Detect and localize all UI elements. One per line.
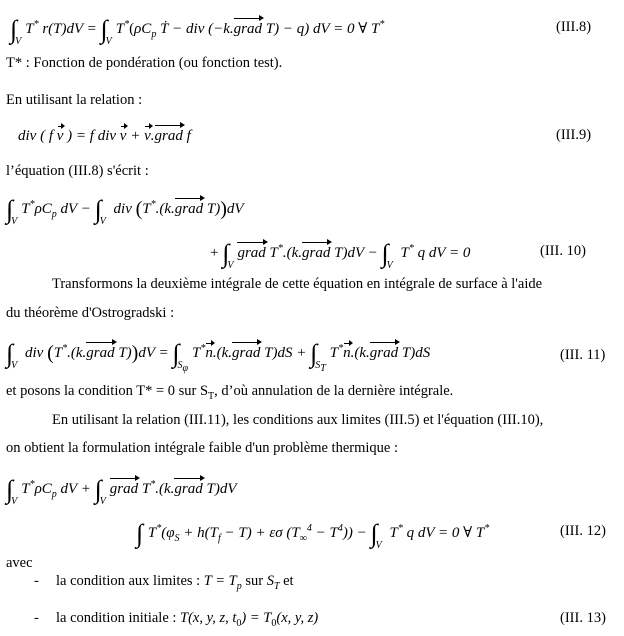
avec-label: avec (6, 555, 33, 571)
grad-operator: grad (155, 124, 183, 144)
equation-iii11: ∫V div (T*.(k.grad $T))dV = \int S_\varphi T^*n.(k.grad$ $T)dS + \int S_TT^*n.(k.grad$ T)dS (6, 339, 431, 374)
equation-iii9: div ( f v ) = f div v + v.grad f (18, 124, 191, 144)
integral-sign: ∫ (6, 195, 14, 224)
normal-vector: n (205, 342, 213, 361)
integral-sign: ∫ (310, 339, 318, 368)
grad-operator: grad (86, 341, 114, 361)
grad-operator: grad (302, 241, 330, 261)
equation-iii12-line1: $\int VT^*\rho C_p$ dV + ∫Vgrad T*.(k.grad T)dV (6, 475, 237, 507)
equation-intro: l’équation (III.8) s'écrit : (6, 163, 149, 179)
integral-sign: ∫ (370, 519, 378, 548)
integral-sign: ∫ (94, 195, 102, 224)
equation-number: (III. 13) (560, 610, 606, 626)
grad-operator: grad (110, 477, 138, 497)
bullet-dash: - (34, 573, 39, 589)
equation-number: (III.8) (556, 19, 592, 35)
vector-v: v (57, 125, 64, 144)
normal-vector: n (343, 342, 351, 361)
integral-sign: ∫ (10, 15, 18, 44)
bullet-dash: - (34, 610, 39, 626)
grad-operator: grad (232, 341, 260, 361)
relation-intro: En utilisant la relation : (6, 92, 143, 108)
equation-number: (III. 11) (560, 347, 606, 363)
equation-iii10-line1: $\int VT^*\rho C_p$ dV − ∫V div (T*.(k.grad T))dV (6, 195, 244, 227)
initial-condition: la condition initiale : T(x, y, z, $t_0) = T_0(x$, y, z) (56, 610, 319, 629)
paragraph-line: En utilisant la relation (III.11), les conditions aux limites (III.5) et l'équation (III.10), (52, 412, 544, 428)
integral-sign: ∫ (6, 475, 14, 504)
boundary-condition: la condition aux limites : $T = T_p$ sur $S_T$ et (56, 573, 294, 592)
grad-operator: grad (175, 197, 203, 217)
equation-iii8: ∫VT* $r(T)dV = \int VT^*(\rho C_p$ Ṫ − div (−k.grad T) − q) dV = 0 ∀ T* (10, 15, 385, 47)
integral-sign: ∫ (222, 239, 230, 268)
grad-operator: grad (370, 341, 398, 361)
tstar-definition: T* : Fonction de pondération (ou fonction test). (6, 55, 283, 71)
integral-sign: ∫ (172, 339, 180, 368)
integral-sign: ∫ (94, 475, 102, 504)
paragraph-line: du théorème d'Ostrogradski : (6, 305, 175, 321)
grad-operator: grad (234, 17, 262, 37)
equation-number: (III. 10) (540, 243, 586, 259)
posons-line: et posons la condition T* = 0 sur $S_T$, d’où annulation de la dernière intégrale. (6, 383, 454, 402)
grad-operator: grad (174, 477, 202, 497)
equation-iii12-line2: ∫ $T^*(\varphi_S + h(T_f - T) + \varepsilon\sigma$ $(T_\infty^4 - T^4)) - \int V$ T* q dV = 0 ∀ T* (136, 519, 490, 551)
integral-sign: ∫ (6, 339, 14, 368)
equation-number: (III.9) (556, 127, 592, 143)
integral-sign: ∫ (100, 15, 108, 44)
equation-iii10-line2: + ∫Vgrad T*.(k.grad T)dV − ∫V T* q dV = 0 (210, 239, 471, 271)
integral-sign: ∫ (136, 519, 144, 548)
integral-sign: ∫ (381, 239, 389, 268)
grad-operator: grad (237, 241, 265, 261)
vector-v: v (144, 125, 151, 144)
equation-number: (III. 12) (560, 523, 606, 539)
paragraph-line: Transformons la deuxième intégrale de cette équation en intégrale de surface à l'aide (52, 276, 543, 292)
paragraph-line: on obtient la formulation intégrale faible d'un problème thermique : (6, 440, 398, 456)
vector-v: v (120, 125, 127, 144)
